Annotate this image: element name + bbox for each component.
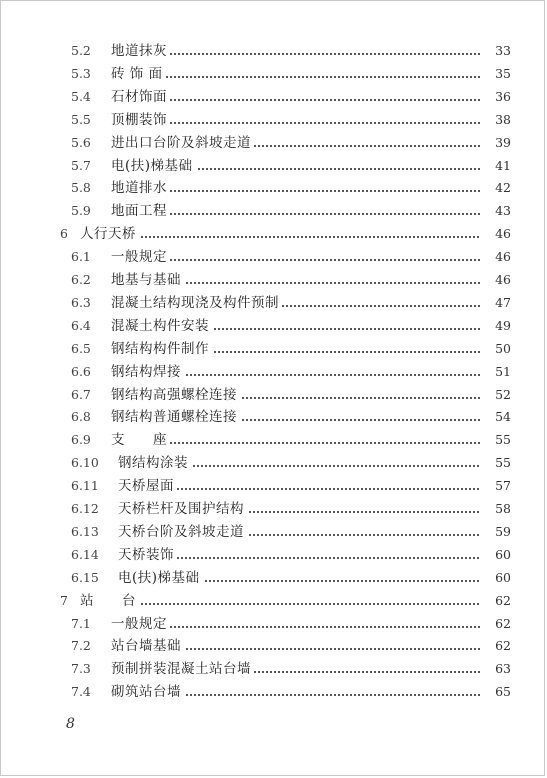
toc-entry-number: 5.4 <box>71 88 91 104</box>
toc-entry-title: 钢结构构件制作 <box>111 338 212 360</box>
toc-entry-page: 50 <box>481 338 511 360</box>
toc-entry-title: 地基与基础 <box>111 269 184 291</box>
toc-entry-number: 6.10 <box>71 455 99 471</box>
toc-entry-title: 天桥装饰 <box>118 544 177 566</box>
toc-entry[interactable] <box>0 155 547 177</box>
page-number: 8 <box>66 716 75 732</box>
toc-entry-page: 38 <box>481 109 511 131</box>
toc-entry-number: 7 <box>60 592 68 608</box>
toc-entry[interactable] <box>0 361 547 383</box>
toc-entry-number: 6.8 <box>71 409 91 425</box>
toc-entry-page: 46 <box>481 246 511 268</box>
toc-entry[interactable] <box>0 40 547 62</box>
toc-entry-title: 石材饰面 <box>111 86 170 108</box>
toc-entry-title: 天桥屋面 <box>118 475 177 497</box>
toc-entry-number: 6.13 <box>71 523 99 539</box>
toc-entry[interactable] <box>0 658 547 680</box>
toc-entry-page: 55 <box>481 429 511 451</box>
toc-entry-page: 63 <box>481 658 511 680</box>
toc-entry[interactable] <box>0 292 547 314</box>
toc-entry-number: 5.8 <box>71 180 91 196</box>
toc-entry-page: 51 <box>481 361 511 383</box>
toc-entry-page: 55 <box>481 452 511 474</box>
toc-entry-number: 6.7 <box>71 386 91 402</box>
toc-entry[interactable] <box>0 223 547 245</box>
toc-entry-title: 电(扶)梯基础 <box>111 155 196 177</box>
toc-entry[interactable] <box>0 429 547 451</box>
toc-dot-leader <box>111 177 507 199</box>
toc-entry-page: 46 <box>481 269 511 291</box>
toc-entry-title: 进出口台阶及斜坡走道 <box>111 132 254 154</box>
toc-entry[interactable] <box>0 132 547 154</box>
toc-entry-number: 6.15 <box>71 569 99 585</box>
toc-entry-title: 站 台 <box>80 590 139 612</box>
toc-entry-page: 47 <box>481 292 511 314</box>
toc-entry-title: 地面工程 <box>111 200 170 222</box>
toc-entry-number: 6.4 <box>71 317 91 333</box>
toc-dot-leader <box>111 200 507 222</box>
toc-dot-leader <box>111 109 507 131</box>
toc-entry-title: 天桥台阶及斜坡走道 <box>118 521 247 543</box>
toc-entry[interactable] <box>0 315 547 337</box>
toc-entry-page: 35 <box>481 63 511 85</box>
toc-entry-title: 预制拼装混凝土站台墙 <box>111 658 254 680</box>
toc-entry-title: 一般规定 <box>111 246 170 268</box>
toc-entry-page: 49 <box>481 315 511 337</box>
toc-entry-page: 33 <box>481 40 511 62</box>
toc-entry-page: 54 <box>481 406 511 428</box>
toc-entry[interactable] <box>0 681 547 703</box>
toc-entry-number: 7.2 <box>71 638 91 654</box>
toc-entry-title: 地道排水 <box>111 177 170 199</box>
toc-entry-page: 62 <box>481 613 511 635</box>
toc-entry[interactable] <box>0 86 547 108</box>
toc-entry-number: 5.2 <box>71 43 91 58</box>
toc-entry[interactable] <box>0 475 547 497</box>
toc-entry[interactable] <box>0 635 547 657</box>
toc-dot-leader <box>111 63 507 85</box>
toc-entry[interactable] <box>0 269 547 291</box>
toc-entry-title: 人行天桥 <box>80 223 139 245</box>
toc-dot-leader <box>111 246 507 268</box>
toc-entry-number: 5.5 <box>71 111 91 127</box>
toc-entry-page: 59 <box>481 521 511 543</box>
toc-entry-title: 站台墙基础 <box>111 635 184 657</box>
toc-entry[interactable] <box>0 567 547 589</box>
toc-entry[interactable] <box>0 406 547 428</box>
toc-entry-page: 36 <box>481 86 511 108</box>
toc-entry-title: 地道抹灰 <box>111 40 170 62</box>
toc-entry-number: 5.7 <box>71 157 91 173</box>
toc-entry-page: 42 <box>481 177 511 199</box>
toc-entry[interactable] <box>0 177 547 199</box>
toc-entry-number: 6.6 <box>71 363 91 379</box>
toc-entry[interactable] <box>0 384 547 406</box>
toc-entry-title: 顶棚装饰 <box>111 109 170 131</box>
toc-entry-page: 60 <box>481 544 511 566</box>
toc-entry-title: 钢结构焊接 <box>111 361 184 383</box>
toc-entry-title: 砖 饰 面 <box>111 63 166 85</box>
toc-entry-page: 60 <box>481 567 511 589</box>
toc-entry-page: 58 <box>481 498 511 520</box>
toc-entry-page: 43 <box>481 200 511 222</box>
toc-entry-page: 39 <box>481 132 511 154</box>
toc-entry-number: 6.3 <box>71 294 91 310</box>
toc-entry-page: 62 <box>481 590 511 612</box>
toc-entry-number: 6.2 <box>71 272 91 287</box>
toc-dot-leader <box>111 429 507 451</box>
toc-entry[interactable] <box>0 452 547 474</box>
toc-entry-title: 钢结构高强螺栓连接 <box>111 384 240 406</box>
toc-entry[interactable] <box>0 590 547 612</box>
toc-entry-number: 6.12 <box>71 501 99 516</box>
toc-entry-title: 天桥栏杆及围护结构 <box>118 498 247 520</box>
toc-dot-leader <box>80 590 507 612</box>
toc-entry[interactable] <box>0 200 547 222</box>
toc-entry-title: 钢结构普通螺栓连接 <box>111 406 240 428</box>
toc-entry-page: 65 <box>481 681 511 703</box>
toc-entry-page: 57 <box>481 475 511 497</box>
toc-entry-title: 电(扶)梯基础 <box>118 567 203 589</box>
toc-entry-page: 52 <box>481 384 511 406</box>
toc-entry-number: 5.9 <box>71 203 91 219</box>
toc-entry-number: 6.5 <box>71 340 91 356</box>
toc-entry-number: 6.14 <box>71 546 99 562</box>
toc-entry-number: 6.11 <box>71 478 99 494</box>
toc-entry-number: 6 <box>60 226 68 242</box>
toc-entry-number: 7.4 <box>71 684 91 700</box>
toc-dot-leader <box>111 613 507 635</box>
toc-entry-page: 62 <box>481 635 511 657</box>
toc-entry-title: 支 座 <box>111 429 170 451</box>
toc-entry-title: 混凝土构件安装 <box>111 315 212 337</box>
toc-entry[interactable] <box>0 521 547 543</box>
toc-dot-leader <box>111 40 507 62</box>
toc-entry-number: 5.6 <box>71 134 91 150</box>
toc-entry-page: 41 <box>481 155 511 177</box>
toc-dot-leader <box>111 86 507 108</box>
toc-entry-number: 7.3 <box>71 661 91 677</box>
toc-entry-title: 一般规定 <box>111 613 170 635</box>
toc-entry-number: 7.1 <box>71 615 91 631</box>
toc-entry-number: 6.1 <box>71 249 91 265</box>
toc-entry[interactable] <box>0 498 547 520</box>
toc-entry-number: 6.9 <box>71 432 91 448</box>
toc-entry[interactable] <box>0 613 547 635</box>
toc-entry[interactable] <box>0 109 547 131</box>
toc-entry[interactable] <box>0 246 547 268</box>
toc-entry[interactable] <box>0 338 547 360</box>
toc-entry[interactable] <box>0 63 547 85</box>
toc-entry-title: 钢结构涂装 <box>118 452 191 474</box>
toc-entry[interactable] <box>0 544 547 566</box>
toc-entry-page: 46 <box>481 223 511 245</box>
toc-dot-leader <box>80 223 507 245</box>
toc-entry-title: 砌筑站台墙 <box>111 681 184 703</box>
toc-entry-number: 5.3 <box>71 65 91 81</box>
toc-entry-title: 混凝土结构现浇及构件预制 <box>111 292 282 314</box>
